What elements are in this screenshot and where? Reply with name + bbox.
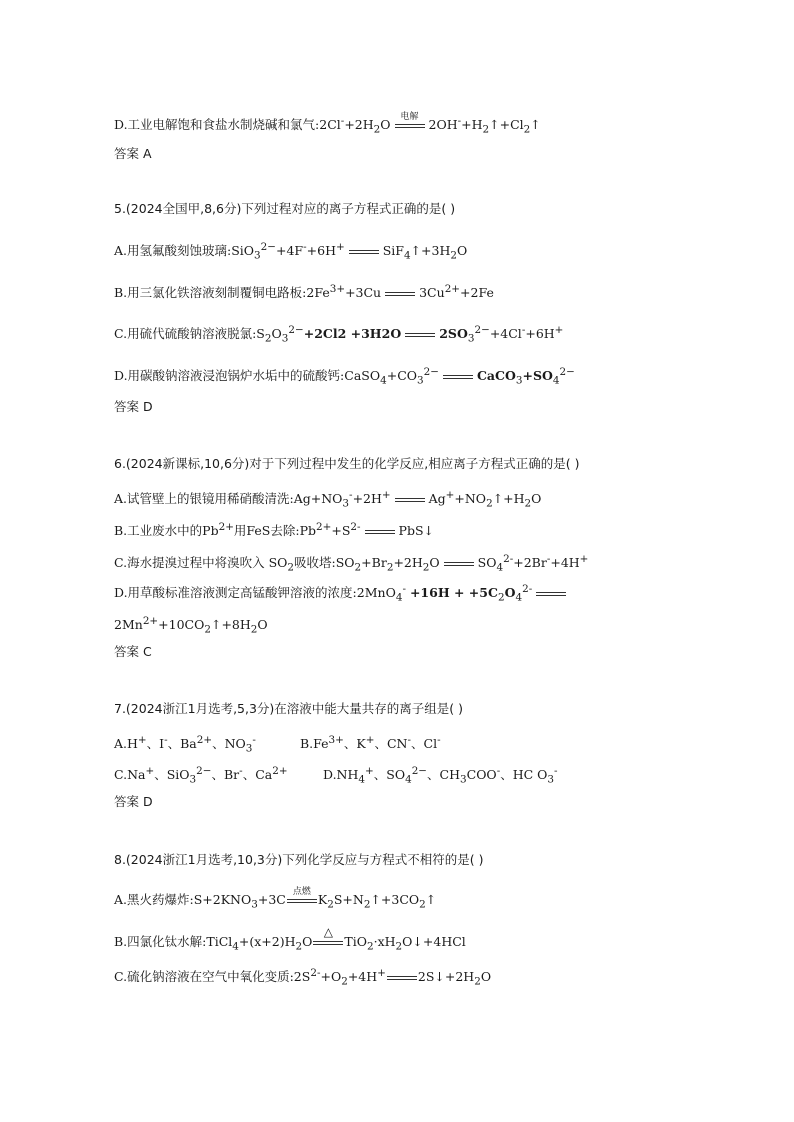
- text: 2OH: [428, 117, 458, 133]
- text: +4H: [550, 555, 580, 571]
- reaction-arrow: [365, 527, 395, 537]
- text: ↑+3CO: [370, 892, 420, 907]
- text: 、HC O: [500, 767, 548, 783]
- text: ·xH: [373, 934, 396, 949]
- text: A.黑火药爆炸:S+2KNO: [114, 892, 252, 907]
- question-7: 7.(2024浙江1月选考,5,3分)在溶液中能大量共存的离子组是( ): [114, 701, 464, 716]
- text: O: [302, 934, 313, 949]
- answer-7: 答案 D: [114, 794, 153, 809]
- answer-5: 答案 D: [114, 399, 153, 414]
- text: O: [380, 117, 391, 133]
- text: O↓+4HCl: [402, 934, 466, 949]
- reaction-arrow: [313, 924, 343, 948]
- text: D.用碳酸钠溶液浸泡锅炉水垢中的硫酸钙:CaSO: [114, 368, 381, 384]
- text: O: [504, 585, 516, 601]
- text: +S: [331, 523, 351, 539]
- reaction-arrow: [385, 289, 415, 299]
- question-6: 6.(2024新课标,10,6分)对于下列过程中发生的化学反应,相应离子方程式正确的是( ): [114, 456, 580, 471]
- text: TiO: [344, 934, 367, 949]
- text: +4H: [347, 969, 378, 985]
- text: +2Cl2 +3H2O: [303, 326, 402, 342]
- text: O: [531, 491, 542, 507]
- option-6b: B.工业废水中的$Pb^{2+}$用FeS去除$:Pb^{2+}+S^{2-}$ PbS↓: [114, 521, 434, 539]
- reaction-arrow: [287, 886, 317, 906]
- text: 、CN: [374, 736, 408, 752]
- text: +4Cl: [489, 326, 522, 342]
- text: +2H: [344, 117, 374, 133]
- text: SiF: [382, 243, 404, 259]
- option-5c: C.用硫代硫酸钠溶液脱氯$:S_2O_3^{2-}+2Cl2 +3H2O$ $2SO_3^{2-}+4Cl^-+6H^+$: [114, 324, 564, 345]
- condition-label: 点燃: [292, 886, 311, 897]
- text: 2Mn: [114, 617, 143, 633]
- text: 、CH: [427, 767, 460, 783]
- option-6d: D.用草酸标准溶液测定高锰酸钾溶液的浓度:2MnO$_4$- $+16H + +5C_2O_4^{2-}$: [114, 580, 570, 607]
- text: C.海水提溴过程中将溴吹入 SO: [114, 555, 288, 571]
- text: +2H: [393, 555, 423, 571]
- reaction-arrow: [349, 247, 379, 257]
- reaction-arrow: [405, 330, 435, 340]
- option-6a: A.试管壁上的银镜用稀硝酸清洗$:Ag+NO_3^-+2H^+$ $Ag^++NO_2↑+H_2O$: [114, 489, 542, 510]
- text: 2SO: [439, 326, 468, 342]
- text: +10CO: [158, 617, 205, 633]
- text: +NO: [454, 491, 487, 507]
- reaction-arrow: [387, 973, 417, 983]
- text: B.Fe: [300, 736, 329, 752]
- text: C.用硫代硫酸钠溶液脱氯:S: [114, 326, 265, 342]
- answer-4: 答案 A: [114, 146, 152, 161]
- text: SO: [477, 555, 497, 571]
- text: A.试管壁上的银镜用稀硝酸清洗:Ag+N: [114, 491, 333, 507]
- heat-condition-icon: △: [323, 924, 333, 939]
- text: S+N: [333, 892, 364, 907]
- text: +CO: [386, 368, 418, 384]
- text: +O: [320, 969, 342, 985]
- text: D.工业电解饱和食盐水制烧碱和氯气:2Cl: [114, 117, 341, 133]
- text: +6H: [525, 326, 555, 342]
- option-8b: B.四氯化钛水解$:TiCl_4+(x+2)H_2O$ △ $TiO_2\cdot xH_2O↓+4HCl$: [114, 924, 466, 953]
- text: +4F: [276, 243, 304, 259]
- text: 、Ba: [167, 736, 197, 752]
- text: Ag: [428, 491, 446, 507]
- text: O: [429, 555, 440, 571]
- text: +6H: [306, 243, 336, 259]
- text: ↑+8H: [210, 617, 251, 633]
- text: +3C: [257, 892, 286, 907]
- text: O: [480, 969, 492, 985]
- text: 、NO: [212, 736, 246, 752]
- text: ↑+H: [492, 491, 525, 507]
- text: ↑: [425, 892, 437, 907]
- text: D.用草酸标准溶液测定高锰酸钾溶液的浓度:2MnO: [114, 585, 396, 601]
- text: K: [317, 892, 328, 907]
- text: ↑+Cl: [489, 117, 524, 133]
- text: +2Fe: [460, 285, 494, 301]
- text: C.硫化钠溶液在空气中氧化变质:2S: [114, 969, 311, 985]
- text: 、Cl: [411, 736, 438, 752]
- text: +3Cu: [345, 285, 382, 301]
- text: A.用氢氟酸刻蚀玻璃:Si: [114, 243, 244, 259]
- text: B.工业废水中的Pb: [114, 523, 219, 539]
- answer-6: 答案 C: [114, 644, 152, 659]
- option-7c: C.Na+、SiO$_3^{2-}$、Br-、$Ca^{2+}$: [114, 765, 288, 786]
- text: 、K: [343, 736, 366, 752]
- text: CaCO: [476, 368, 516, 384]
- text: +H: [461, 117, 483, 133]
- condition-label: 电解: [400, 111, 419, 122]
- text: A.H: [114, 736, 138, 752]
- reaction-arrow: [444, 559, 474, 569]
- text: C.Na: [114, 767, 146, 783]
- reaction-arrow: [395, 495, 425, 505]
- option-6d-continued: $2Mn^{2+}+10CO_2↑+8H_2O$: [114, 615, 268, 636]
- text: +16H + +5C: [409, 585, 498, 601]
- text: O: [457, 243, 468, 259]
- text: +2Br: [513, 555, 547, 571]
- text: +(x+2)H: [238, 934, 296, 949]
- option-7b: $B.Fe^{3+}$、K+、CN-、Cl-: [300, 734, 441, 752]
- reaction-arrow: [536, 589, 566, 599]
- text: ↑+3H: [410, 243, 451, 259]
- text: COO: [466, 767, 497, 783]
- option-5d: D.用碳酸钠溶液浸泡锅炉水垢中的硫酸钙$:CaSO_4+CO_3^{2-}$ $CaCO_3+SO_4^{2-}$: [114, 366, 575, 387]
- text: B.用三氯化铁溶液刻制覆铜电路板:2Fe: [114, 285, 330, 301]
- text: 、Br: [211, 767, 240, 783]
- text: 3Cu: [419, 285, 445, 301]
- option-5b: B.用三氯化铁溶液刻制覆铜电路板$:2Fe^{3+}+3Cu$ $3Cu^{2+}+2Fe$: [114, 283, 494, 301]
- text: +Br: [361, 555, 387, 571]
- option-5a: A.用氢氟酸刻蚀玻璃:SiO$_3^{2-}$+4F-+6H+ $SiF_4↑+3H_2O$: [114, 241, 468, 262]
- text: 、I: [146, 736, 165, 752]
- text: +SO: [522, 368, 553, 384]
- reaction-arrow: [443, 372, 473, 382]
- text: B.四氯化钛水解:TiCl: [114, 934, 233, 949]
- option-d-electrolysis: D.工业电解饱和食盐水制烧碱和氯气$:2Cl^-+2H_2O$ 电解 $2OH^-+H_2↑+Cl_2↑$: [114, 112, 541, 139]
- text: ↑: [530, 117, 541, 133]
- option-8a: A.黑火药爆炸$:S+2KNO_3+3C$ 点燃 $K_2S+N_2↑+3CO_2↑$: [114, 891, 436, 914]
- text: O: [257, 617, 268, 633]
- option-8c: C.硫化钠溶液在空气中氧化变质$:2S^{2-}+O_2+4H^+$ $2S↓+2H_2O$: [114, 967, 492, 988]
- option-6c: C.海水提溴过程中将溴吹入 $SO_2$吸收塔$:SO_2+Br_2+2H_2O$ $SO_4^{2-}+2Br^-+4H^+$: [114, 553, 589, 574]
- text: 2S↓+2H: [417, 969, 475, 985]
- question-5: 5.(2024全国甲,8,6分)下列过程对应的离子方程式正确的是( ): [114, 201, 456, 216]
- text: 用FeS去除:Pb: [233, 523, 316, 539]
- text: 、Ca: [242, 767, 273, 783]
- text: 吸收塔:SO: [294, 555, 355, 571]
- text: D.NH: [323, 767, 359, 783]
- option-7d: $D.NH_4^+$、$SO_4^{2-}$、$CH_3COO^-$、HC $O_3^-$: [323, 765, 558, 786]
- reaction-arrow: [395, 111, 425, 131]
- text: 、SO: [373, 767, 406, 783]
- text: +2H: [352, 491, 382, 507]
- question-8: 8.(2024浙江1月选考,10,3分)下列化学反应与方程式不相符的是( ): [114, 852, 484, 867]
- text: PbS↓: [398, 523, 434, 539]
- text: 、SiO: [154, 767, 190, 783]
- option-7a: A.H+、I-、$Ba^{2+}$、$NO_3^-$: [114, 734, 256, 755]
